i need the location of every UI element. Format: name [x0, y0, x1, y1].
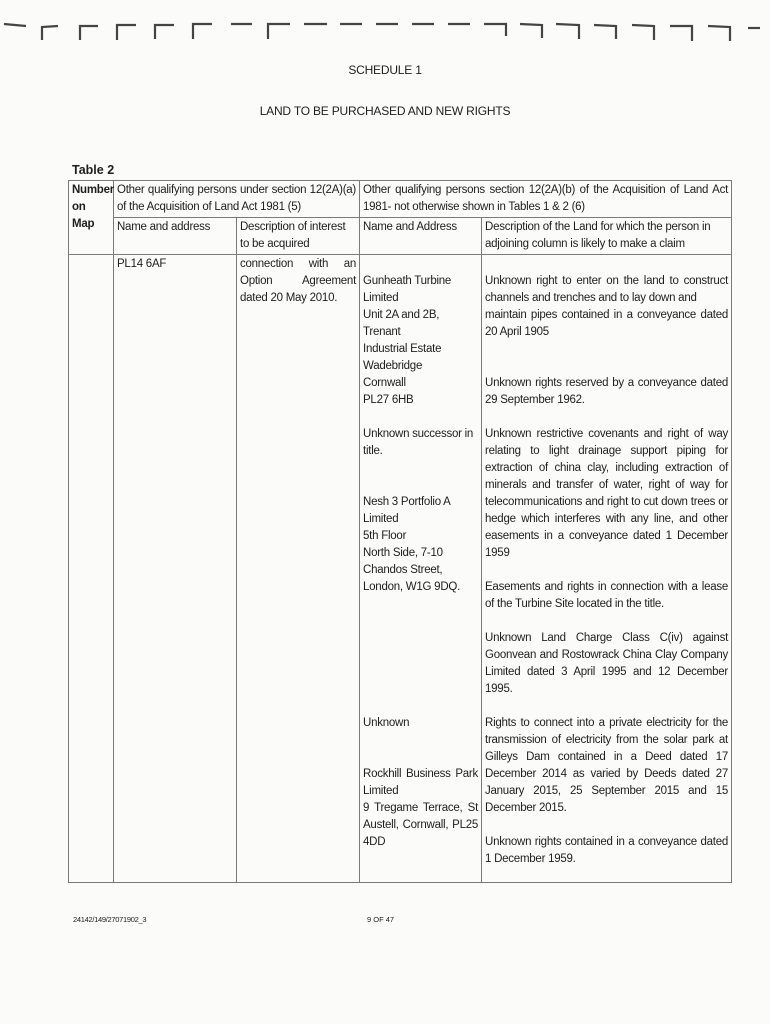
- schedule-title: SCHEDULE 1: [348, 63, 422, 77]
- number-on-map-header: Number on Map: [69, 181, 114, 255]
- page-number: 9 OF 47: [367, 915, 395, 924]
- document-reference: 24142/149/27071902_3: [73, 915, 147, 924]
- b-desc-header: Description of the Land for which the person in adjoining column is likely to make a claim: [482, 218, 732, 255]
- b-desc-cell: [482, 255, 732, 883]
- schedule-subtitle: LAND TO BE PURCHASED AND NEW RIGHTS: [259, 104, 511, 118]
- b-desc-entry: Unknown restrictive covenants and right of way relating to light drainage support piping for extraction of china clay, including extraction of minerals and transfer of water, right of way for telecommunications and right to cut down trees or hedge which interferes with any line, and other easements in a conveyance dated 1 December 1959: [485, 428, 729, 559]
- a-name-header: Name and address: [114, 218, 237, 255]
- map-number-cell: [69, 255, 114, 883]
- column-header-row: [69, 218, 732, 255]
- a-desc-header: Description of interest to be acquired: [237, 218, 360, 255]
- b-name-entry: Unknown: [363, 717, 410, 729]
- b-name-entry: Unknown successor in title.: [363, 428, 474, 457]
- b-name-entry: Nesh 3 Portfolio A Limited 5th Floor North Side, 7-10 Chandos Street, London, W1G 9DQ.: [363, 496, 461, 593]
- b-desc-entry: Unknown rights contained in a conveyance dated 1 December 1959.: [485, 836, 729, 865]
- scan-edge-artifact: [0, 14, 770, 54]
- schedule-table: [68, 180, 732, 883]
- table-row: [69, 255, 732, 883]
- b-name-header: Name and Address: [360, 218, 482, 255]
- group-a-header: Other qualifying persons under section 12(2A)(a) of the Acquisition of Land Act 1981 (5): [114, 181, 360, 218]
- b-desc-entry: Easements and rights in connection with a lease of the Turbine Site located in the title.: [485, 581, 729, 610]
- b-name-entry: Rockhill Business Park Limited 9 Tregame Terrace, St Austell, Cornwall, PL25 4DD: [363, 768, 479, 848]
- group-header-row: [69, 181, 732, 218]
- a-name-cell: PL14 6AF: [114, 255, 237, 883]
- a-desc-cell: connection with an Option Agreement dated 20 May 2010.: [237, 255, 360, 883]
- group-b-header: Other qualifying persons section 12(2A)(b) of the Acquisition of Land Act 1981- not otherwise shown in Tables 1 & 2 (6): [360, 181, 732, 218]
- b-desc-entry: Unknown Land Charge Class C(iv) against Goonvean and Rostowrack China Clay Company Limited dated 3 April 1995 and 12 December 1995.: [485, 632, 729, 695]
- table-label: Table 2: [72, 163, 115, 177]
- b-desc-entry: Rights to connect into a private electricity for the transmission of electricity from the solar park at Gilleys Dam contained in a Deed dated 17 December 2014 as varied by Deeds dated 27 January 2015, 25 September 2015 and 15 December 2015.: [485, 717, 729, 814]
- b-desc-entry: Unknown right to enter on the land to construct channels and trenches and to lay down and maintain pipes contained in a conveyance dated 20 April 1905: [485, 275, 729, 338]
- b-name-cell: [360, 255, 482, 883]
- b-name-entry: Gunheath Turbine Limited Unit 2A and 2B, Trenant Industrial Estate Wadebridge Cornwall PL27 6HB: [363, 275, 452, 406]
- b-desc-entry: Unknown rights reserved by a conveyance dated 29 September 1962.: [485, 377, 729, 406]
